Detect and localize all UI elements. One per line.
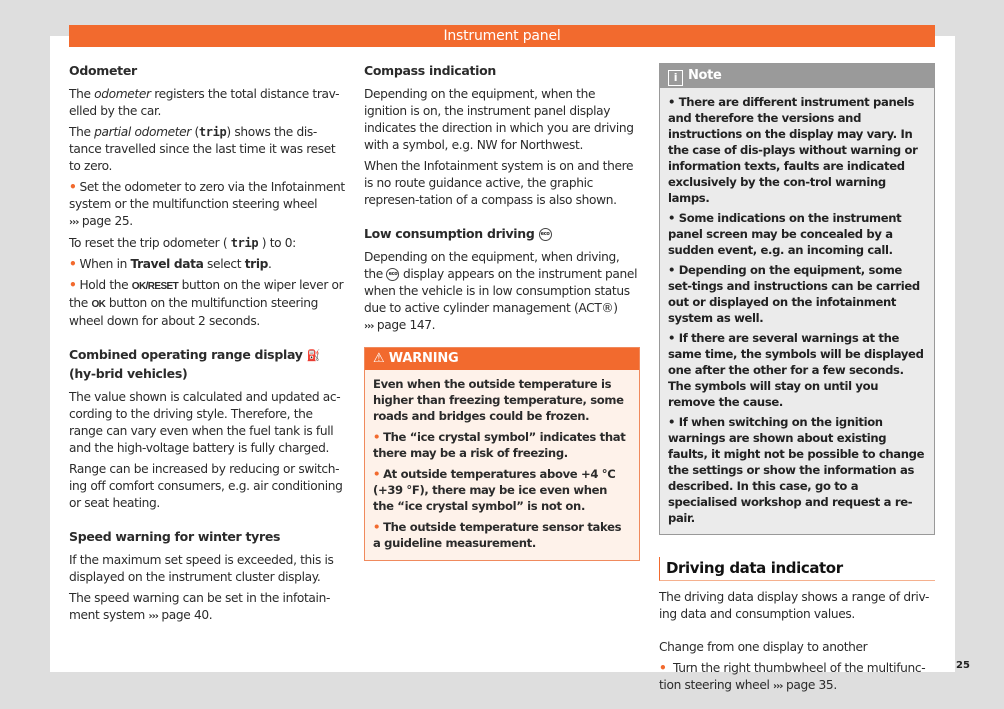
text: Some indications on the instrument panel screen may be concealed by a sudden event, e.g. an incoming call. xyxy=(668,211,902,257)
odometer-bullet-2 xyxy=(69,256,347,273)
speed-warning-paragraph-1: If the maximum set speed is exceeded, this is displayed on the instrument cluster display. xyxy=(69,552,334,584)
speed-warning-heading: Speed warning for winter tyres xyxy=(69,528,281,544)
bullet-icon: • xyxy=(668,415,679,429)
bullet-icon: • xyxy=(373,467,381,481)
note-box xyxy=(659,63,935,535)
compass-paragraph-1: Depending on the equipment, when the ignition is on, the instrument panel display indicates the direction in which you are driving with a symbol, e.g. NW for Northwest. xyxy=(364,87,634,152)
note-title: Note xyxy=(688,68,722,83)
note-bullet xyxy=(668,262,926,326)
page-reference-link[interactable]: page 40. xyxy=(157,607,213,622)
info-icon: i xyxy=(668,70,683,86)
text: Combined operating range display xyxy=(69,347,307,362)
cross-reference-arrow-icon: ››› xyxy=(773,681,783,692)
display-code-trip: trip xyxy=(198,125,227,139)
emphasis-odometer: odometer xyxy=(94,87,151,101)
low-consumption-paragraph xyxy=(364,249,640,335)
column-right xyxy=(659,62,935,699)
ok-reset-button-label: OK/RESET xyxy=(131,281,179,292)
reset-instruction xyxy=(69,235,347,252)
eco-icon: eco xyxy=(386,268,399,281)
note-bullet xyxy=(668,94,926,206)
low-consumption-heading xyxy=(364,225,640,243)
eco-icon: eco xyxy=(539,228,552,241)
note-header xyxy=(660,64,934,88)
bullet-icon: • xyxy=(69,180,77,194)
warning-bullet xyxy=(373,519,631,551)
warning-box xyxy=(364,347,640,561)
bullet-icon: • xyxy=(373,430,381,444)
text: Depending on the equipment, some set-tings and instructions can be carried out or displayed on the infotainment system as well. xyxy=(668,263,920,325)
bullet-icon: • xyxy=(69,278,77,292)
warning-bullet xyxy=(373,429,631,461)
text: select xyxy=(203,257,245,271)
text: . xyxy=(268,257,272,271)
warning-body xyxy=(365,370,639,560)
column-middle xyxy=(364,62,640,561)
emphasis-partial-odometer: partial odometer xyxy=(94,125,191,139)
text: Low consumption driving xyxy=(364,226,539,241)
cross-reference-arrow-icon: ››› xyxy=(69,217,79,228)
text: There are different instrument panels and therefore the versions and instructions on the display may vary. In the case of dis-plays without warning or information texts, faults are indicated exclusively by the con-trol warning lamps. xyxy=(668,95,918,205)
driving-data-bullet xyxy=(659,660,935,695)
text: The xyxy=(69,125,95,139)
cross-reference-arrow-icon: ››› xyxy=(364,321,374,332)
text: The xyxy=(69,87,95,101)
text: registers the total distance trav-elled by the car. xyxy=(69,87,340,118)
fuel-pump-icon: ⛽ xyxy=(306,348,321,362)
text: At outside temperatures above +4 °C (+39 °F), there may be ice even when the “ice crystal symbol” is not on. xyxy=(373,467,616,513)
driving-data-section-title: Driving data indicator xyxy=(659,557,935,581)
bullet-icon: • xyxy=(668,211,679,225)
menu-travel-data: Travel data xyxy=(130,257,204,271)
warning-triangle-icon: ⚠ xyxy=(373,351,385,366)
text: (hy-brid vehicles) xyxy=(69,365,188,381)
warning-intro: Even when the outside temperature is higher than freezing temperature, some roads and bridges could be frozen. xyxy=(373,377,624,423)
bullet-icon: • xyxy=(69,257,77,271)
menu-trip: trip xyxy=(244,257,269,271)
text: ) to 0: xyxy=(258,236,296,250)
warning-title: WARNING xyxy=(388,351,459,366)
combined-range-paragraph-1: The value shown is calculated and updated ac-cording to the driving style. Therefore, the range can vary even when the fuel tank is full and the high-voltage battery is fully charged. xyxy=(69,389,341,455)
text: If there are several warnings at the same time, the symbols will be displayed one after the other for a few seconds. The symbols will stay on until you remove the cause. xyxy=(668,331,924,409)
text: Set the odometer to zero via the Infotainment system or the multifunction steering wheel xyxy=(69,180,345,211)
cross-reference-arrow-icon: ››› xyxy=(148,610,158,622)
bullet-icon: • xyxy=(668,331,679,345)
bullet-icon: • xyxy=(668,95,679,109)
text: button on the multifunction steering wheel down for about 2 seconds. xyxy=(69,296,319,328)
text: To reset the trip odometer ( xyxy=(69,236,231,250)
odometer-paragraph-2 xyxy=(69,124,347,175)
speed-warning-paragraph-2 xyxy=(69,590,347,625)
text: Turn the right thumbwheel of the multifunc-tion steering wheel xyxy=(659,661,926,692)
text: The speed warning can be set in the infotain-ment system xyxy=(69,590,331,622)
note-bullet xyxy=(668,210,926,258)
bullet-icon: • xyxy=(659,661,667,675)
driving-data-subheading: Change from one display to another xyxy=(659,640,868,654)
note-bullet xyxy=(668,330,926,410)
warning-bullet xyxy=(373,466,631,514)
compass-heading: Compass indication xyxy=(364,63,497,78)
text: The “ice crystal symbol” indicates that there may be a risk of freezing. xyxy=(373,430,626,460)
note-body xyxy=(660,88,934,534)
combined-range-paragraph-2: Range can be increased by reducing or switch-ing off comfort consumers, e.g. air conditioning or seat heating. xyxy=(69,461,343,510)
bullet-icon: • xyxy=(668,263,679,277)
text: ( xyxy=(190,125,199,139)
page-reference-link[interactable]: page 25. xyxy=(78,214,133,228)
combined-range-heading xyxy=(69,346,347,383)
text: button on the wiper lever or the xyxy=(69,278,344,310)
text: If when switching on the ignition warnings are shown about existing faults, it might not be possible to change the settings or show the information as described. In this case, go to a specialised workshop and request a re-pair. xyxy=(668,415,925,525)
driving-data-paragraph: The driving data display shows a range of driv-ing data and consumption values. xyxy=(659,590,930,621)
page-reference-link[interactable]: page 147. xyxy=(373,318,436,332)
page-number: 25 xyxy=(956,660,970,671)
odometer-paragraph-1 xyxy=(69,86,347,120)
compass-paragraph-2: When the Infotainment system is on and there is no route guidance active, the graphic represen-tation of a compass is also shown. xyxy=(364,159,634,207)
odometer-bullet-1 xyxy=(69,179,347,231)
odometer-heading: Odometer xyxy=(69,63,137,78)
text: ) shows the dis-tance travelled since the last time it was reset to zero. xyxy=(69,125,336,173)
warning-header xyxy=(365,348,639,370)
note-bullet xyxy=(668,414,926,526)
text: display appears on the instrument panel when the vehicle is in low consumption status due to active cylinder management (ACT®) xyxy=(364,267,638,315)
chapter-header: Instrument panel xyxy=(69,25,935,47)
text: When in xyxy=(79,257,131,271)
column-left xyxy=(69,62,347,629)
text: Hold the xyxy=(79,278,132,292)
text: The outside temperature sensor takes a guideline measurement. xyxy=(373,520,622,550)
odometer-bullet-3 xyxy=(69,277,347,330)
page-reference-link[interactable]: page 35. xyxy=(782,678,837,692)
display-code-trip: trip xyxy=(230,236,259,250)
text: Depending on the equipment, when driving, the xyxy=(364,250,620,281)
ok-button-label: OK xyxy=(91,299,106,310)
bullet-icon: • xyxy=(373,520,381,534)
